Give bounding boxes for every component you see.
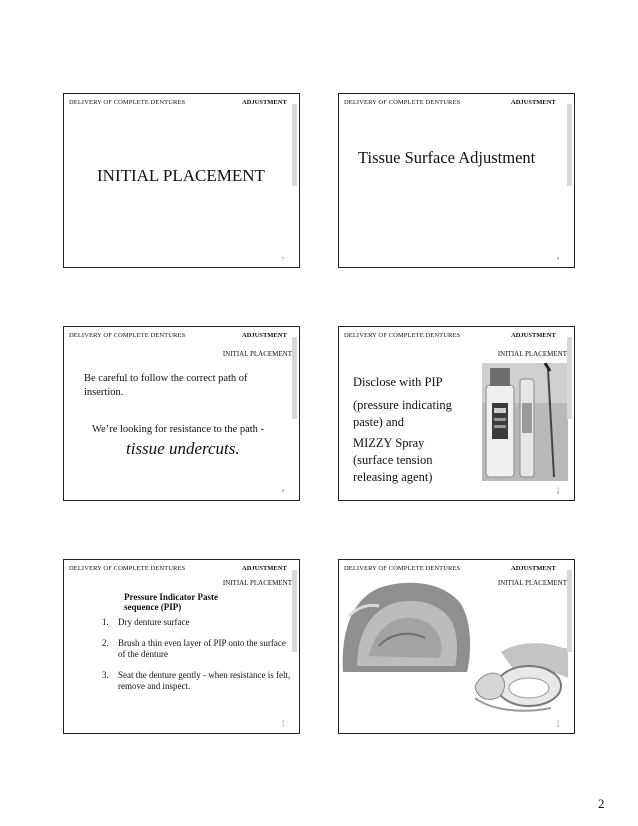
slide-scrollbar xyxy=(566,327,574,500)
slide-heading: Pressure Indicator Paste sequence (PIP) xyxy=(124,592,218,612)
slide-body-line: We’re looking for resistance to the path - xyxy=(92,424,265,435)
step-list xyxy=(102,617,292,700)
slide-header-left: DELIVERY OF COMPLETE DENTURES xyxy=(344,565,461,572)
slide-body-line: MIZZY Spray xyxy=(353,436,425,450)
step-item: 2. Brush a thin even layer of PIP onto the surface of the denture xyxy=(102,638,286,659)
slide-header-right: ADJUSTMENT xyxy=(511,332,556,339)
slide-subtitle: INITIAL PLACEMENT xyxy=(497,350,567,358)
slide-scrollbar xyxy=(291,327,299,500)
slide-page-number: 8 xyxy=(557,256,559,261)
dentures-in-hand-photo xyxy=(471,638,568,716)
slide-header-left: DELIVERY OF COMPLETE DENTURES xyxy=(69,99,186,106)
slide-scrollbar xyxy=(291,94,299,267)
slide-denture-photos xyxy=(338,559,575,734)
slide-subtitle: INITIAL PLACEMENT xyxy=(222,350,292,358)
slide-initial-placement xyxy=(63,93,300,268)
slide-scrollbar xyxy=(566,560,574,733)
slide-page-number: 7 xyxy=(282,256,284,261)
slide-body-line: Be careful to follow the correct path of insertion. xyxy=(84,373,248,398)
slide-scrollbar xyxy=(566,94,574,267)
page-number: 2 xyxy=(598,796,605,811)
slide-header-left: DELIVERY OF COMPLETE DENTURES xyxy=(69,332,186,339)
slide-header-right: ADJUSTMENT xyxy=(511,99,556,106)
pip-products-photo xyxy=(482,363,568,481)
slide-page-number: 1 1 xyxy=(282,719,284,728)
slide-pip-sequence xyxy=(63,559,300,734)
slide-title: INITIAL PLACEMENT xyxy=(97,166,265,185)
slide-title: Tissue Surface Adjustment xyxy=(358,148,536,167)
slide-header-left: DELIVERY OF COMPLETE DENTURES xyxy=(69,565,186,572)
step-item: 3. Seat the denture gently - when resistance is felt, remove and inspect. xyxy=(102,670,291,691)
slide-header-left: DELIVERY OF COMPLETE DENTURES xyxy=(344,99,461,106)
slide-subtitle: INITIAL PLACEMENT xyxy=(497,579,567,587)
slide-page-number: 1 2 xyxy=(557,719,559,728)
slide-body-line: paste) and xyxy=(353,415,405,429)
slide-body-line: (surface tension xyxy=(353,453,433,467)
slide-page-number: 9 xyxy=(282,488,284,493)
slide-header-right: ADJUSTMENT xyxy=(242,332,287,339)
denture-tissue-surface-photo xyxy=(339,576,473,676)
slide-header-left: DELIVERY OF COMPLETE DENTURES xyxy=(344,332,461,339)
slide-scrollbar xyxy=(291,560,299,733)
slide-body-line: releasing agent) xyxy=(353,470,433,484)
slide-tissue-surface-adjustment xyxy=(338,93,575,268)
slide-header-right: ADJUSTMENT xyxy=(242,99,287,106)
slide-header-right: ADJUSTMENT xyxy=(242,565,287,572)
slide-subtitle: INITIAL PLACEMENT xyxy=(222,579,292,587)
slide-path-of-insertion xyxy=(63,326,300,501)
slide-body-text xyxy=(353,371,481,486)
slide-body-line: Disclose with PIP xyxy=(353,375,443,389)
slide-emphasis: tissue undercuts. xyxy=(126,439,240,458)
slide-header-right: ADJUSTMENT xyxy=(511,565,556,572)
slide-page-number: 1 0 xyxy=(557,486,559,495)
step-item: 1. Dry denture surface xyxy=(102,617,190,627)
slide-disclose-pip xyxy=(338,326,575,501)
slide-body-line: (pressure indicating xyxy=(353,398,452,412)
